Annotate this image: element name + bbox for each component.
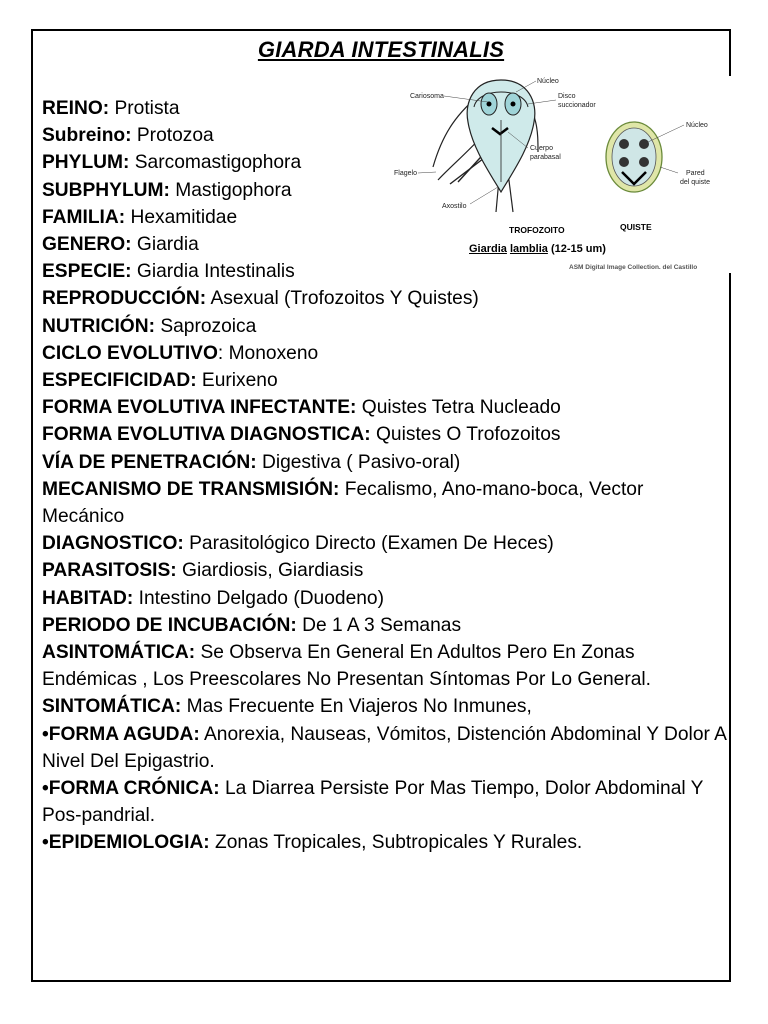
figure-caption: Giardia lamblia (12-15 um)	[469, 243, 606, 255]
line-habitad: HABITAD: Intestino Delgado (Duodeno)	[42, 587, 384, 609]
line-reino: REINO: Protista	[42, 98, 180, 119]
line-forma-diagnostica: FORMA EVOLUTIVA DIAGNOSTICA: Quistes O Trofozoitos	[42, 424, 561, 446]
line-via-penetracion: VÍA DE PENETRACIÓN: Digestiva ( Pasivo-oral)	[42, 451, 461, 473]
label-cariosoma: Cariosoma	[410, 93, 444, 100]
label-quiste: QUISTE	[620, 222, 652, 232]
line-ciclo-evolutivo: CICLO EVOLUTIVO: Monoxeno	[42, 342, 319, 364]
label-trofozoito: TROFOZOITO	[509, 225, 565, 235]
line-epidemiologia: •EPIDEMIOLOGIA: Zonas Tropicales, Subtropicales Y Rurales.	[42, 832, 583, 854]
label-axostilo: Axostilo	[442, 203, 467, 210]
line-phylum: PHYLUM: Sarcomastigophora	[42, 152, 302, 174]
line-familia: FAMILIA: Hexamitidae	[42, 206, 238, 228]
line-diagnostico: DIAGNOSTICO: Parasitológico Directo (Examen De Heces)	[42, 533, 554, 555]
line-forma-infectante: FORMA EVOLUTIVA INFECTANTE: Quistes Tetra Nucleado	[42, 397, 561, 419]
line-especificidad: ESPECIFICIDAD: Eurixeno	[42, 370, 278, 392]
line-periodo-incubacion: PERIODO DE INCUBACIÓN: De 1 A 3 Semanas	[42, 614, 462, 636]
label-pared: Pared	[686, 170, 705, 177]
label-flagelo: Flagelo	[394, 170, 417, 177]
label-cuerpo: Cuerpo	[530, 145, 553, 152]
label-succionador: succionador	[558, 102, 596, 109]
label-nucleo-cyst: Núcleo	[686, 122, 708, 129]
line-subphylum: SUBPHYLUM: Mastigophora	[42, 179, 292, 201]
line-sintomatica: SINTOMÁTICA: Mas Frecuente En Viajeros No Inmunes,	[42, 696, 532, 718]
line-parasitosis: PARASITOSIS: Giardiosis, Giardiasis	[42, 560, 364, 582]
line-mecanismo-transmision: MECANISMO DE TRANSMISIÓN: Fecalismo, Ano-mano-boca, Vector Mecánico	[42, 478, 644, 528]
label-parabasal: parabasal	[530, 154, 561, 161]
document-title: GIARDA INTESTINALIS	[257, 37, 505, 62]
line-forma-aguda: •FORMA AGUDA: Anorexia, Nauseas, Vómitos, Distención Abdominal Y Dolor A Nivel Del Epigastrio.	[42, 723, 726, 772]
line-nutricion: NUTRICIÓN: Saprozoica	[42, 315, 257, 337]
label-nucleo: Núcleo	[537, 78, 559, 85]
line-asintomatica: ASINTOMÁTICA: Se Observa En General En Adultos Pero En Zonas Endémicas , Los Preescolares No Presentan Síntomas Por Lo General.	[42, 642, 651, 691]
line-forma-cronica: •FORMA CRÓNICA: La Diarrea Persiste Por Mas Tiempo, Dolor Abdominal Y Pos-pandrial.	[42, 778, 704, 827]
label-del-quiste: del quiste	[680, 179, 710, 186]
line-subreino: Subreino: Protozoa	[42, 125, 214, 147]
figure-credit: ASM Digital Image Collection. del Castillo	[569, 264, 698, 271]
document-body	[42, 95, 728, 857]
line-especie: ESPECIE: Giardia Intestinalis	[42, 261, 295, 283]
line-genero: GENERO: Giardia	[42, 234, 199, 256]
label-disco: Disco	[558, 93, 576, 100]
line-reproduccion: REPRODUCCIÓN: Asexual (Trofozoitos Y Quistes)	[42, 288, 479, 310]
